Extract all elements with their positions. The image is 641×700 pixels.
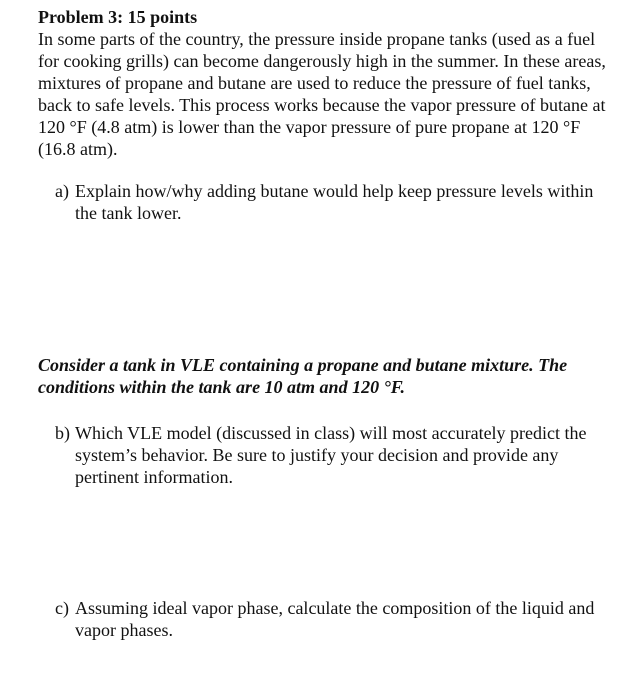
problem-intro: In some parts of the country, the pressure inside propane tanks (used as a fuel for cooking grills) can become dangerously high in the summer. In these areas, mixtures of propane and butane are used to reduce the pressure of fuel tanks, back to safe levels. This process works because the vapor pressure of butane at 120 °F (4.8 atm) is lower than the vapor pressure of pure propane at 120 °F (16.8 atm). [38, 29, 606, 159]
part-b-text: Which VLE model (discussed in class) will most accurately predict the system’s behavior. Be sure to justify your decision and provide any pertinent information. [75, 423, 587, 487]
question-part-c [55, 597, 603, 641]
question-part-a [55, 180, 603, 224]
part-a-letter: a) [55, 181, 69, 201]
part-c-letter: c) [55, 598, 69, 618]
scenario-statement: Consider a tank in VLE containing a propane and butane mixture. The conditions within the tank are 10 atm and 120 °F. [38, 355, 568, 397]
part-a-text: Explain how/why adding butane would help keep pressure levels within the tank lower. [75, 181, 594, 223]
part-b-letter: b) [55, 423, 70, 443]
part-c-text: Assuming ideal vapor phase, calculate the composition of the liquid and vapor phases. [75, 598, 595, 640]
problem-title: Problem 3: 15 points [38, 7, 198, 27]
question-part-b [55, 422, 603, 488]
